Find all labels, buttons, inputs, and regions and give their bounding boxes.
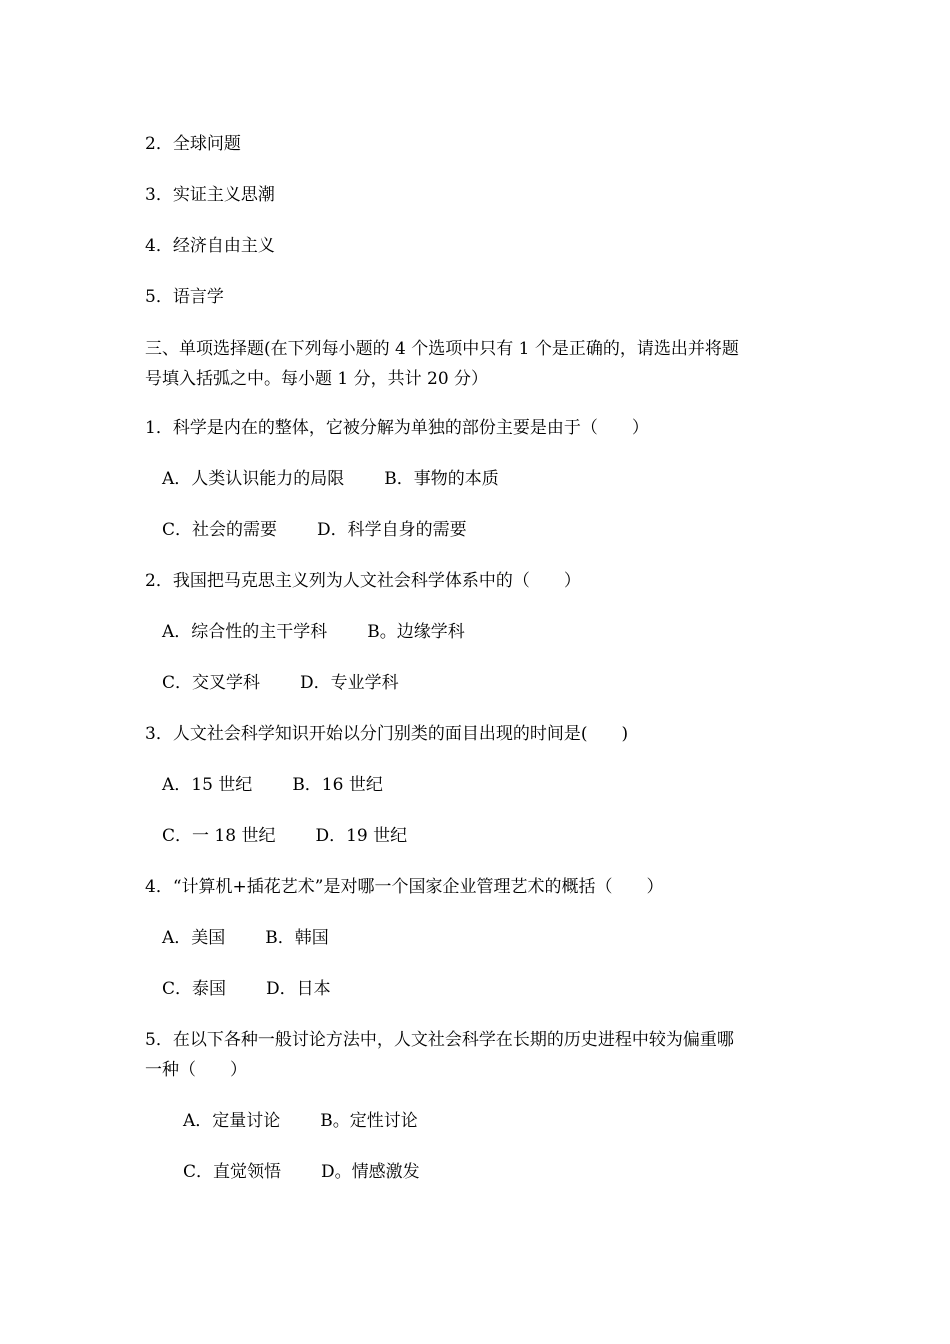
option-row bbox=[162, 977, 331, 1001]
option-d: D．19 世纪 bbox=[315, 826, 408, 846]
option-d: D．专业学科 bbox=[300, 673, 399, 693]
option-a: A．15 世纪 bbox=[162, 775, 253, 795]
option-row bbox=[162, 926, 329, 950]
option-c: C．一 18 世纪 bbox=[162, 826, 276, 846]
option-b: B．韩国 bbox=[265, 928, 329, 948]
term-item: 2．全球问题 bbox=[145, 134, 241, 154]
option-row bbox=[162, 467, 499, 491]
question-stem: 4．“计算机+插花艺术”是对哪一个国家企业管理艺术的概括（ ） bbox=[145, 877, 664, 897]
option-a: A．人类认识能力的局限 bbox=[162, 469, 345, 489]
option-b: B．事物的本质 bbox=[384, 469, 499, 489]
section-heading-continued: 号填入括弧之中。每小题 1 分，共计 20 分） bbox=[145, 369, 489, 389]
option-b: B。定性讨论 bbox=[320, 1111, 418, 1131]
option-d: D。情感激发 bbox=[321, 1162, 420, 1182]
option-row bbox=[162, 671, 399, 695]
option-b: B。边缘学科 bbox=[367, 622, 465, 642]
option-row bbox=[162, 518, 467, 542]
option-b: B．16 世纪 bbox=[292, 775, 383, 795]
option-a: A．综合性的主干学科 bbox=[162, 622, 328, 642]
option-c: C．直觉领悟 bbox=[183, 1162, 282, 1182]
option-row bbox=[183, 1109, 418, 1133]
option-row bbox=[183, 1160, 420, 1184]
option-row bbox=[162, 824, 407, 848]
option-d: D．日本 bbox=[266, 979, 331, 999]
term-item: 3．实证主义思潮 bbox=[145, 185, 275, 205]
term-item: 5．语言学 bbox=[145, 287, 224, 307]
option-row bbox=[162, 773, 383, 797]
question-stem-continued: 一种（ ） bbox=[145, 1060, 247, 1080]
question-stem: 3．人文社会科学知识开始以分门别类的面目出现的时间是( ) bbox=[145, 724, 629, 744]
question-stem: 5．在以下各种一般讨论方法中，人文社会科学在长期的历史进程中较为偏重哪 bbox=[145, 1030, 734, 1050]
option-c: C．泰国 bbox=[162, 979, 227, 999]
option-c: C．交叉学科 bbox=[162, 673, 261, 693]
section-heading: 三、单项选择题(在下列每小题的 4 个选项中只有 1 个是正确的，请选出并将题 bbox=[145, 339, 739, 359]
option-a: A．定量讨论 bbox=[183, 1111, 281, 1131]
option-d: D．科学自身的需要 bbox=[317, 520, 467, 540]
term-item: 4．经济自由主义 bbox=[145, 236, 275, 256]
option-row bbox=[162, 620, 465, 644]
option-c: C．社会的需要 bbox=[162, 520, 278, 540]
option-a: A．美国 bbox=[162, 928, 226, 948]
question-stem: 1．科学是内在的整体，它被分解为单独的部份主要是由于（ ） bbox=[145, 418, 649, 438]
question-stem: 2．我国把马克思主义列为人文社会科学体系中的（ ） bbox=[145, 571, 581, 591]
